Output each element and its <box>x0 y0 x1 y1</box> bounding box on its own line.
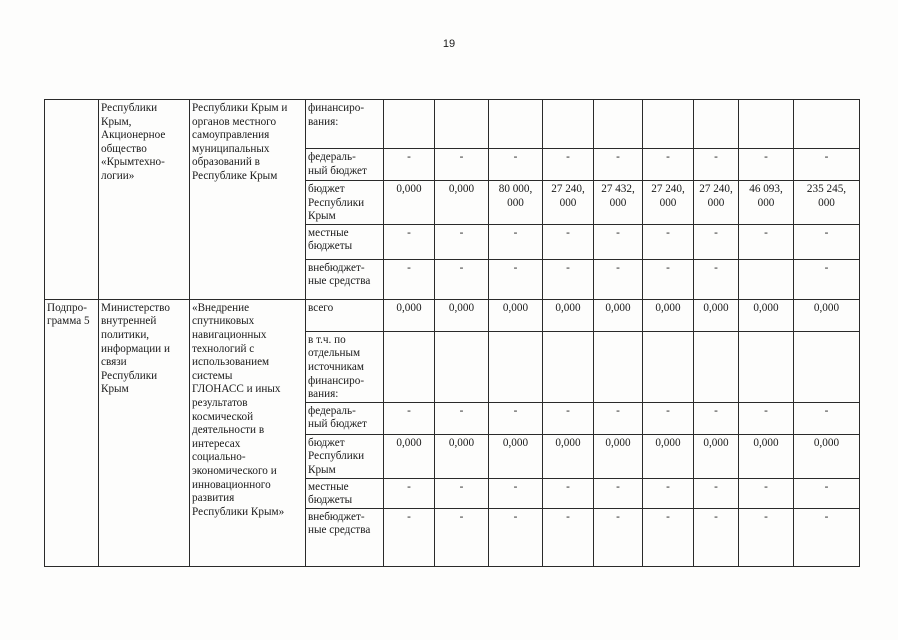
value-text: 0,000 <box>396 183 422 195</box>
value-cell <box>643 402 694 434</box>
value-cell <box>594 508 643 566</box>
value-cell <box>384 434 435 478</box>
value-cell <box>694 149 739 181</box>
financing-table <box>44 99 860 567</box>
value-cell <box>435 181 489 225</box>
value-cell <box>739 434 794 478</box>
value-cell <box>794 508 860 566</box>
value-text: - <box>666 510 670 523</box>
table-row <box>45 100 860 149</box>
value-cell <box>643 224 694 259</box>
value-cell <box>489 434 543 478</box>
value-text: - <box>459 480 464 493</box>
value-cell <box>384 478 435 508</box>
source-cell <box>306 434 384 478</box>
value-text: - <box>714 151 718 163</box>
value-text: - <box>824 480 829 493</box>
value-cell <box>543 224 594 259</box>
value-text: 0,000 <box>396 436 422 449</box>
value-cell <box>794 259 860 299</box>
value-cell <box>643 100 694 149</box>
value-text: - <box>764 151 768 163</box>
value-text: - <box>513 480 518 493</box>
source-cell-text: внебюджет- ные средства <box>308 261 371 288</box>
value-cell <box>384 181 435 225</box>
source-cell-text: местные бюджеты <box>308 480 353 507</box>
value-text: - <box>714 480 718 493</box>
value-text: 0,000 <box>753 301 779 314</box>
source-cell <box>306 402 384 434</box>
value-cell <box>739 299 794 331</box>
value-text: - <box>407 480 411 493</box>
value-text: - <box>764 404 768 417</box>
value-text: - <box>616 510 620 523</box>
value-text: 0,000 <box>396 301 422 314</box>
value-text: 0,000 <box>753 436 779 449</box>
source-cell <box>306 508 384 566</box>
value-text: - <box>407 151 411 163</box>
value-text: 27 432, 000 <box>601 183 635 209</box>
value-cell <box>794 224 860 259</box>
source-cell-text: внебюджет- ные средства <box>308 510 371 537</box>
value-cell <box>694 478 739 508</box>
value-cell <box>489 478 543 508</box>
source-cell <box>306 149 384 181</box>
value-cell <box>794 100 860 149</box>
value-text: - <box>666 480 670 493</box>
source-cell-text: бюджет Республики Крым <box>308 436 365 476</box>
value-text: 0,000 <box>555 436 581 449</box>
value-text: 0,000 <box>502 436 529 449</box>
value-text: - <box>616 261 620 274</box>
value-text: - <box>407 510 411 523</box>
value-cell <box>384 224 435 259</box>
value-text: - <box>824 226 829 239</box>
value-cell <box>384 331 435 402</box>
value-cell <box>694 508 739 566</box>
value-cell <box>543 331 594 402</box>
value-text: 235 245, 000 <box>806 183 847 209</box>
responsible-cell-text: Министерство внутренней политики, информации и связи Республики Крым <box>101 301 170 396</box>
value-cell <box>694 181 739 225</box>
status-cell <box>45 299 99 566</box>
value-cell <box>739 224 794 259</box>
value-cell <box>543 508 594 566</box>
value-text: - <box>566 510 570 523</box>
value-cell <box>739 331 794 402</box>
value-text: 0,000 <box>655 301 681 314</box>
value-cell <box>794 181 860 225</box>
value-cell <box>694 402 739 434</box>
value-text: 0,000 <box>502 301 529 314</box>
value-text: 27 240, 000 <box>651 183 685 209</box>
source-cell-text: местные бюджеты <box>308 226 353 253</box>
responsible-cell <box>99 299 190 566</box>
value-text: - <box>616 404 620 417</box>
source-cell <box>306 259 384 299</box>
value-text: 0,000 <box>813 301 840 314</box>
value-cell <box>794 478 860 508</box>
value-text: - <box>459 404 464 417</box>
value-cell <box>435 299 489 331</box>
value-cell <box>643 259 694 299</box>
source-cell <box>306 224 384 259</box>
value-text: 27 240, 000 <box>551 183 585 209</box>
value-cell <box>643 434 694 478</box>
value-cell <box>694 100 739 149</box>
value-text: 0,000 <box>448 183 475 195</box>
value-text: - <box>513 404 518 417</box>
value-text: - <box>616 480 620 493</box>
value-cell <box>794 331 860 402</box>
value-cell <box>384 508 435 566</box>
value-cell <box>543 299 594 331</box>
value-cell <box>739 149 794 181</box>
value-text: - <box>513 151 518 163</box>
value-cell <box>594 331 643 402</box>
program-name-cell <box>190 299 306 566</box>
value-text: - <box>459 226 464 239</box>
value-cell <box>794 149 860 181</box>
value-cell <box>794 402 860 434</box>
value-text: 0,000 <box>813 436 840 449</box>
value-cell <box>384 402 435 434</box>
value-text: - <box>566 261 570 274</box>
value-text: - <box>824 151 829 163</box>
value-text: - <box>764 480 768 493</box>
value-cell <box>594 181 643 225</box>
responsible-cell-text: Республики Крым, Акционерное общество «Крымтехно- логии» <box>101 102 166 182</box>
value-cell <box>739 100 794 149</box>
table-row <box>45 299 860 331</box>
value-cell <box>543 259 594 299</box>
value-text: - <box>824 510 829 523</box>
value-text: - <box>666 261 670 274</box>
source-cell-text: в т.ч. по отдельным источникам финансиро- вания: <box>308 333 365 401</box>
source-cell-text: финансиро- вания: <box>308 102 365 128</box>
value-cell <box>594 224 643 259</box>
value-cell <box>643 299 694 331</box>
value-cell <box>794 434 860 478</box>
page-number: 19 <box>442 38 456 50</box>
value-cell <box>643 478 694 508</box>
value-cell <box>384 100 435 149</box>
value-cell <box>435 259 489 299</box>
value-cell <box>594 434 643 478</box>
value-text: 0,000 <box>655 436 681 449</box>
value-cell <box>435 478 489 508</box>
value-text: - <box>459 151 464 163</box>
value-cell <box>694 299 739 331</box>
participants-cell <box>190 100 306 300</box>
value-cell <box>489 100 543 149</box>
value-cell <box>594 149 643 181</box>
source-cell <box>306 100 384 149</box>
value-text: - <box>459 261 464 274</box>
value-text: - <box>513 510 518 523</box>
value-cell <box>543 100 594 149</box>
value-cell <box>594 402 643 434</box>
value-cell <box>435 100 489 149</box>
value-cell <box>435 224 489 259</box>
value-cell <box>694 224 739 259</box>
value-text: - <box>616 151 620 163</box>
source-cell-text: федераль- ный бюджет <box>308 404 367 431</box>
value-text: 0,000 <box>555 301 581 314</box>
value-text: - <box>566 226 570 239</box>
value-text: 0,000 <box>605 301 631 314</box>
responsible-cell <box>99 100 190 300</box>
value-text: - <box>566 404 570 417</box>
value-cell <box>739 478 794 508</box>
value-text: - <box>666 151 670 163</box>
value-cell <box>594 259 643 299</box>
value-cell <box>794 299 860 331</box>
source-cell-text: федераль- ный бюджет <box>308 151 367 177</box>
value-cell <box>594 299 643 331</box>
value-cell <box>489 181 543 225</box>
value-cell <box>643 331 694 402</box>
value-cell <box>384 149 435 181</box>
value-cell <box>594 478 643 508</box>
source-cell <box>306 478 384 508</box>
value-cell <box>643 149 694 181</box>
participants-cell-text: Республики Крым и органов местного самоуправления муниципальных образований в Республике Крым <box>192 102 288 182</box>
value-cell <box>489 402 543 434</box>
value-text: - <box>824 404 829 417</box>
value-cell <box>594 100 643 149</box>
value-cell <box>435 402 489 434</box>
value-cell <box>435 331 489 402</box>
value-cell <box>384 299 435 331</box>
value-text: 0,000 <box>703 301 729 314</box>
value-cell <box>489 508 543 566</box>
value-cell <box>435 508 489 566</box>
value-cell <box>694 331 739 402</box>
value-cell <box>543 434 594 478</box>
value-text: - <box>459 510 464 523</box>
value-text: - <box>714 510 718 523</box>
value-text: - <box>566 151 570 163</box>
value-text: 80 000, 000 <box>498 183 533 209</box>
value-cell <box>489 331 543 402</box>
status-cell-text: Подпро- грамма 5 <box>47 301 90 328</box>
value-text: - <box>407 226 411 239</box>
value-text: - <box>824 261 829 274</box>
value-text: - <box>764 510 768 523</box>
value-text: - <box>714 404 718 417</box>
program-name-cell-text: «Внедрение спутниковых навигационных технологий с использованием системы ГЛОНАСС и иных результатов космической деятельности в интересах социально- экономического и инновационного развития Республики Крым» <box>192 301 285 518</box>
value-text: 0,000 <box>605 436 631 449</box>
value-cell <box>694 434 739 478</box>
value-text: - <box>566 480 570 493</box>
value-cell <box>739 508 794 566</box>
source-cell <box>306 299 384 331</box>
value-cell <box>694 259 739 299</box>
value-cell <box>543 402 594 434</box>
value-cell <box>435 434 489 478</box>
value-text: - <box>616 226 620 239</box>
value-text: - <box>407 404 411 417</box>
value-text: - <box>407 261 411 274</box>
value-cell <box>435 149 489 181</box>
value-text: - <box>666 226 670 239</box>
value-text: - <box>714 226 718 239</box>
value-cell <box>384 259 435 299</box>
source-cell <box>306 181 384 225</box>
value-text: - <box>714 261 718 274</box>
value-text: 0,000 <box>448 301 475 314</box>
source-cell-text: бюджет Республики Крым <box>308 183 365 223</box>
status-cell <box>45 100 99 300</box>
value-text: 0,000 <box>448 436 475 449</box>
value-text: - <box>513 226 518 239</box>
value-text: - <box>764 226 768 239</box>
value-cell <box>489 259 543 299</box>
value-cell <box>489 149 543 181</box>
value-cell <box>739 181 794 225</box>
value-cell <box>543 149 594 181</box>
value-text: 0,000 <box>703 436 729 449</box>
value-cell <box>543 478 594 508</box>
value-cell <box>543 181 594 225</box>
source-cell <box>306 331 384 402</box>
value-cell <box>643 181 694 225</box>
value-cell <box>489 224 543 259</box>
value-cell <box>739 259 794 299</box>
value-text: 46 093, 000 <box>749 183 783 209</box>
value-cell <box>643 508 694 566</box>
value-cell <box>489 299 543 331</box>
value-text: - <box>513 261 518 274</box>
value-cell <box>739 402 794 434</box>
value-text: 27 240, 000 <box>699 183 733 209</box>
source-cell-text: всего <box>308 301 334 314</box>
value-text: - <box>666 404 670 417</box>
